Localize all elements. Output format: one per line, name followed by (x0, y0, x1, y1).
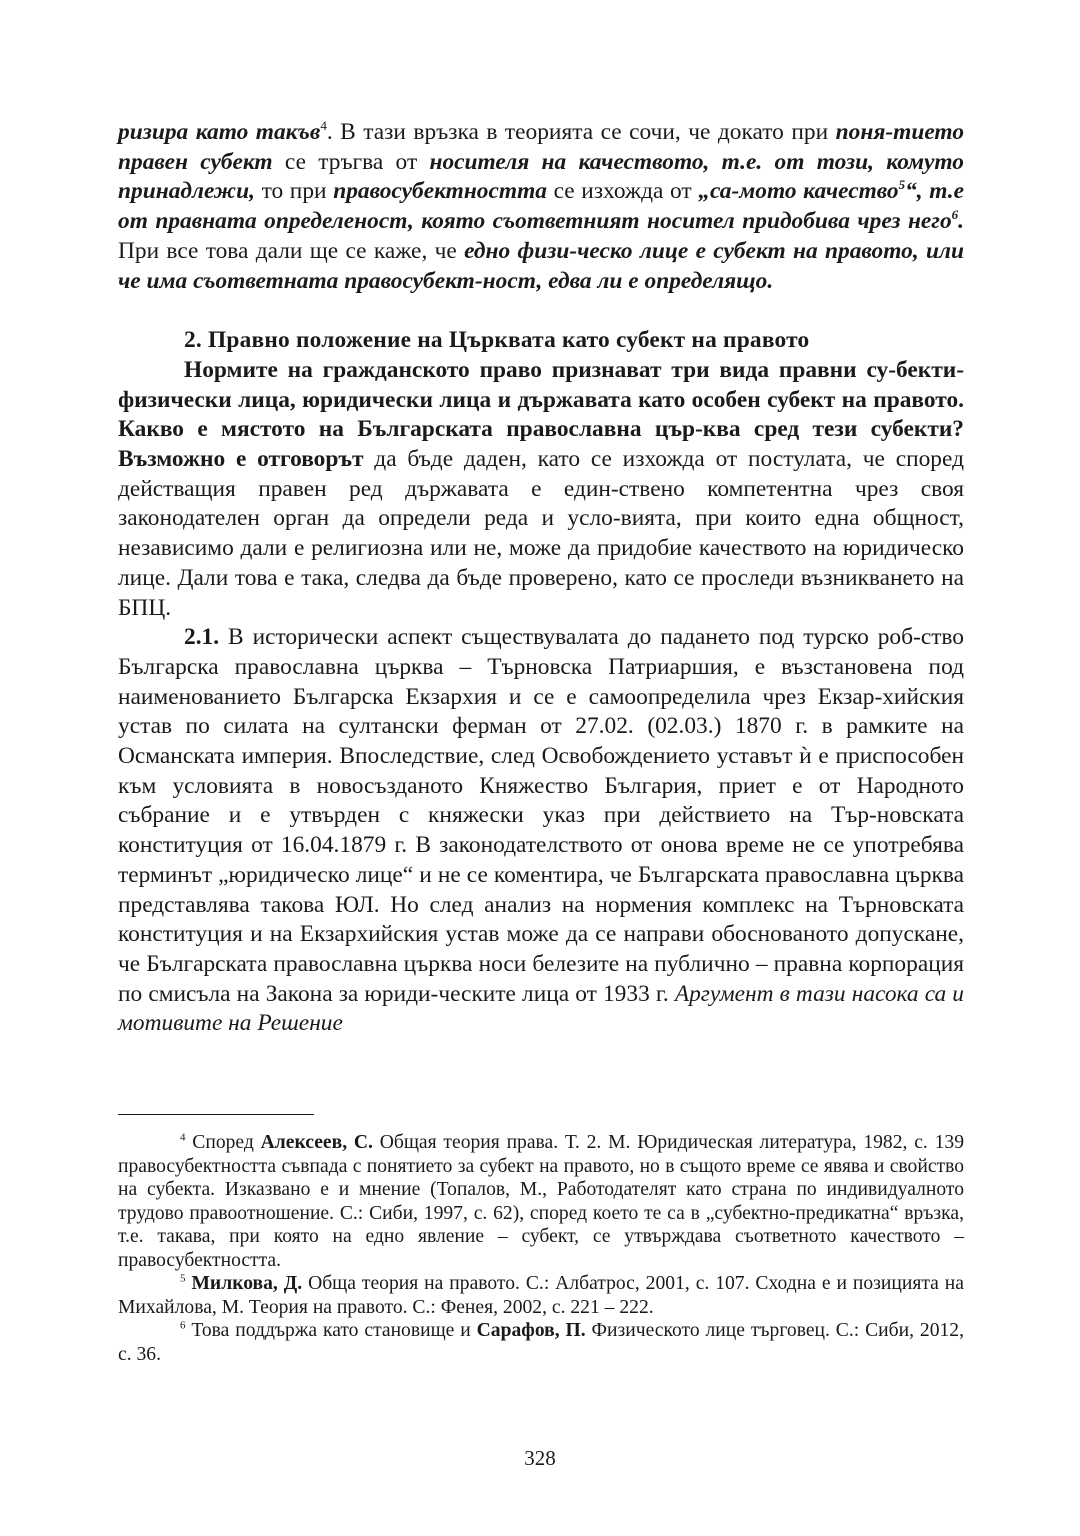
footnote-text: Обща теория на правото. С.: Албатрос, 2001, с. 107. Сходна е и позицията на Михайлова, М. Теория на правото. С.: Фенея, 2002, с. 221 – 222. (118, 1273, 964, 1318)
footnote-4 (118, 1131, 964, 1272)
footnote-text: Физическото лице търговец. С.: Сиби, 2012, с. 36. (118, 1320, 964, 1365)
emphasis-text: правосубектността (333, 178, 547, 205)
body-text: то при (254, 178, 334, 205)
footnote-text: Общая теория права. Т. 2. М. Юридическая литература, 1982, с. 139 правосубектността съвпада с понятието за субект на правото, но в същото време се явява и свойство на субекта. Изказвано е и мнение (Топалов, М., Работодателят като страна по индивидуалното трудово правоотношение. С.: Сиби, 1997, с. 62), според което те са в „субектно-предикатна“ връзка, т.е. такава, при която на едно явление – субект, се утвърждава съответното качеството – правосубектността. (118, 1132, 964, 1271)
emphasis-text: . (958, 208, 964, 235)
section-heading: 2. Правно положение на Църквата като субект на правото (184, 327, 810, 354)
body-text: При все това дали ще се каже, че (118, 237, 465, 264)
body-text: да бъде даден, като се изхожда от постулата, че според действащия правен ред държавата е един-ствено компетентна чрез своя законодателен орган да определи реда и усло-вията, при които една общност, независимо дали е религиозна или не, може да придобие качеството на юридическо лице. Дали това е така, следва да бъде проверено, като се проследи възникването на БПЦ. (118, 446, 964, 621)
footnote-author: Милкова, Д. (191, 1273, 303, 1294)
emphasis-text: „са-мото качество (698, 178, 899, 205)
bold-text: Нормите на гражданското право признават три вида правни су-бекти- физически лица, юридически лица и държавата като особен субект на правото. Какво е мястото на Българската православна цър-ква сред тези субекти? Възможно е отговорът (118, 356, 964, 473)
emphasis-text: едно физи-ческо лице е субект на правото, или че има съответната правосубект-ност, едва ли е определящо. (118, 237, 965, 294)
paragraph-1 (118, 118, 964, 296)
footnote-ref-5[interactable]: 5 (898, 177, 906, 193)
footnote-separator (118, 1114, 314, 1115)
footnote-text: Това поддържа като становище и (185, 1320, 477, 1341)
footnote-ref-4[interactable]: 4 (320, 118, 327, 134)
page-body (118, 118, 964, 1039)
emphasis-text: носителя на качеството, т.е. от този, комуто принадлежи, (118, 148, 964, 205)
subsection-number: 2.1. (184, 624, 220, 651)
footnote-author: Сарафов, П. (476, 1320, 586, 1341)
footnote-text: Според (185, 1132, 261, 1153)
footnotes (118, 1131, 964, 1366)
emphasis-text: ризира като такъв (118, 119, 321, 145)
footnote-author: Алексеев, С. (260, 1132, 373, 1153)
body-text: . В тази връзка в теорията се сочи, че докато при (326, 119, 836, 145)
body-text: се тръгва от (272, 148, 430, 175)
footnote-number: 6 (180, 1319, 186, 1332)
body-text: се изхожда от (546, 178, 699, 205)
emphasis-text: “, т.е от правната определеност, която съответният носител придобива чрез него (118, 178, 964, 235)
emphasis-text: поня-тието правен субект (118, 119, 965, 175)
footnote-6 (118, 1319, 964, 1366)
body-text: В исторически аспект съществувалата до падането под турско роб-ство Българска православна църква – Търновска Патриаршия, е възстановена под наименованието Българска Екзархия и се е самоопределила чрез Екзар-хийския устав по силата на султански ферман от 27.02. (02.03.) 1870 г. в рамките на Османската империя. Впоследствие, след Освобождението уставът ѝ е приспособен към условията в новосъзданото Княжество България, приет е от Народното събрание и е утвърден с княжески указ при действието на Тър-новската конституция от 16.04.1879 г. В законодателството от онова време не се употребява терминът „юридическо лице“ и не се коментира, че Българската православна църква представлява такова ЮЛ. Но след анализ на нормения комплекс на Търновската конституция и на Екзархийския устав може да се направи обоснованото допускане, че Българската православна църква носи белезите на публично – правна корпорация по смисъла на Закона за юриди-ческите лица от 1933 г. (118, 624, 964, 1007)
footnote-number: 4 (180, 1131, 186, 1144)
footnote-5 (118, 1272, 964, 1319)
paragraph-2 (118, 356, 964, 623)
footnote-number: 5 (180, 1272, 186, 1285)
italic-text: Аргумент в тази насока са и мотивите на Решение (118, 980, 964, 1037)
page-number: 328 (524, 1446, 556, 1470)
footnote-ref-6[interactable]: 6 (951, 207, 959, 223)
paragraph-3 (118, 623, 964, 1039)
